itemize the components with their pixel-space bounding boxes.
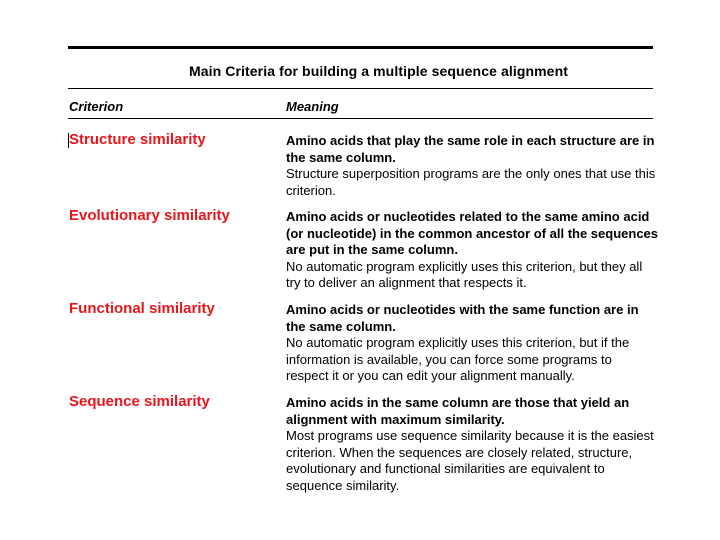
meaning-cell <box>286 209 658 292</box>
meaning-bold-text: Amino acids that play the same role in each structure are in the same column. <box>286 133 655 165</box>
criterion-structure-similarity: Structure similarity <box>69 131 206 148</box>
meaning-plain-text: Most programs use sequence similarity because it is the easiest criterion. When the sequences are closely related, structure, evolutionary and functional similarities are equivalent to sequence similarity. <box>286 428 654 493</box>
table-title: Main Criteria for building a multiple sequence alignment <box>189 63 568 79</box>
header-rule <box>68 118 653 119</box>
criterion-functional-similarity: Functional similarity <box>69 300 215 317</box>
meaning-bold-text: Amino acids in the same column are those that yield an alignment with maximum similarity. <box>286 395 630 427</box>
meaning-plain-text: Structure superposition programs are the only ones that use this criterion. <box>286 166 656 198</box>
meaning-plain-text: No automatic program explicitly uses this criterion, but if the information is available, you can force some programs to respect it or you can edit your alignment manually. <box>286 335 630 383</box>
meaning-cell <box>286 133 658 199</box>
criterion-column-header: Criterion <box>69 99 124 114</box>
title-rule <box>68 88 653 89</box>
meaning-plain-text: No automatic program explicitly uses this criterion, but they all try to deliver an alignment that respects it. <box>286 258 643 290</box>
top-rule <box>68 46 653 49</box>
meaning-column-header: Meaning <box>286 99 339 114</box>
meaning-bold-text: Amino acids or nucleotides related to the same amino acid (or nucleotide) in the common ancestor of all the sequences are put in the same column. <box>286 209 659 257</box>
meaning-bold-text: Amino acids or nucleotides with the same function are in the same column. <box>286 302 639 334</box>
criterion-evolutionary-similarity: Evolutionary similarity <box>69 207 230 224</box>
criterion-sequence-similarity: Sequence similarity <box>69 393 210 410</box>
meaning-cell <box>286 302 658 385</box>
meaning-cell <box>286 395 658 494</box>
